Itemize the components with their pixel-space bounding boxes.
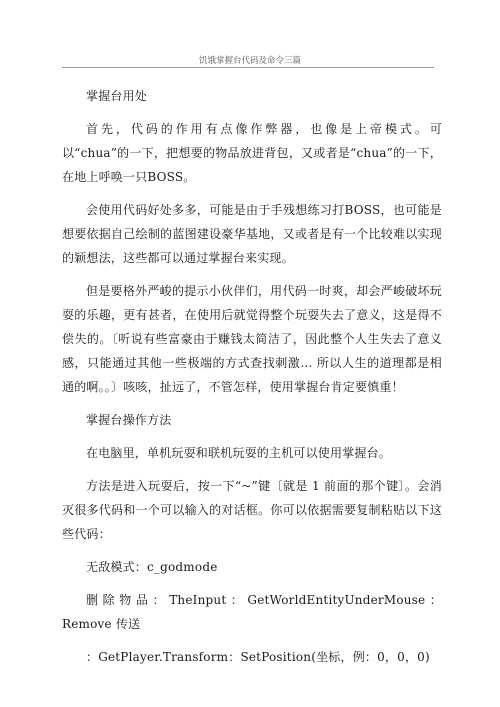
paragraph-warning: 但是要格外严峻的提示小伙伴们，用代码一时爽，却会严峻破坏玩耍的乐趣，更有甚者，在使用后就觉得整个玩耍失去了意义，这是得不偿失的。〔听说有些富豪由于赚钱太简洁了，因此整个人生失去了意义感，只能通过其他一些极端的方式查找刺激… 所以人生的道理都是相通的啊。。〕咳咳，扯远了，不管怎样，使用掌握台肯定要慎重！	[62, 284, 442, 394]
section-heading-operation: 掌握台操作方法	[86, 413, 172, 427]
code-godmode: 无敌模式：c_godmode	[86, 560, 218, 574]
paragraph-benefits: 会使用代码好处多多，可能是由于手残想练习打BOSS，也可能是想要依据自己绘制的蓝图建设豪华基地，又或者是有一个比较难以实现的颖想法，这些都可以通过掌握台来实现。	[62, 203, 442, 265]
code-remove-item: 删除物品：TheInput：GetWorldEntityUnderMouse：Remove 传送	[62, 593, 442, 631]
document-body	[62, 84, 442, 678]
section-heading-usage: 掌握台用处	[86, 89, 148, 103]
page-header: 饥饿掌握台代码及命令三篇	[198, 56, 301, 66]
paragraph-intro: 首先，代码的作用有点像作弊器，也像是上帝模式。可以“chua”的一下，把想要的物品放进背包，又或者是“chua”的一下，在地上呼唤一只BOSS。	[62, 122, 442, 184]
code-teleport: ：GetPlayer.Transform：SetPosition(坐标，例：0，0，0)	[86, 650, 430, 664]
paragraph-method: 方法是进入玩耍后，按一下“~”键〔就是 1 前面的那个键〕。会消灭很多代码和一个可以输入的对话框。你可以依据需要复制粘贴以下这些代码：	[62, 479, 442, 541]
paragraph-platform: 在电脑里，单机玩耍和联机玩耍的主机可以使用掌握台。	[86, 446, 392, 460]
header-divider	[62, 67, 434, 68]
